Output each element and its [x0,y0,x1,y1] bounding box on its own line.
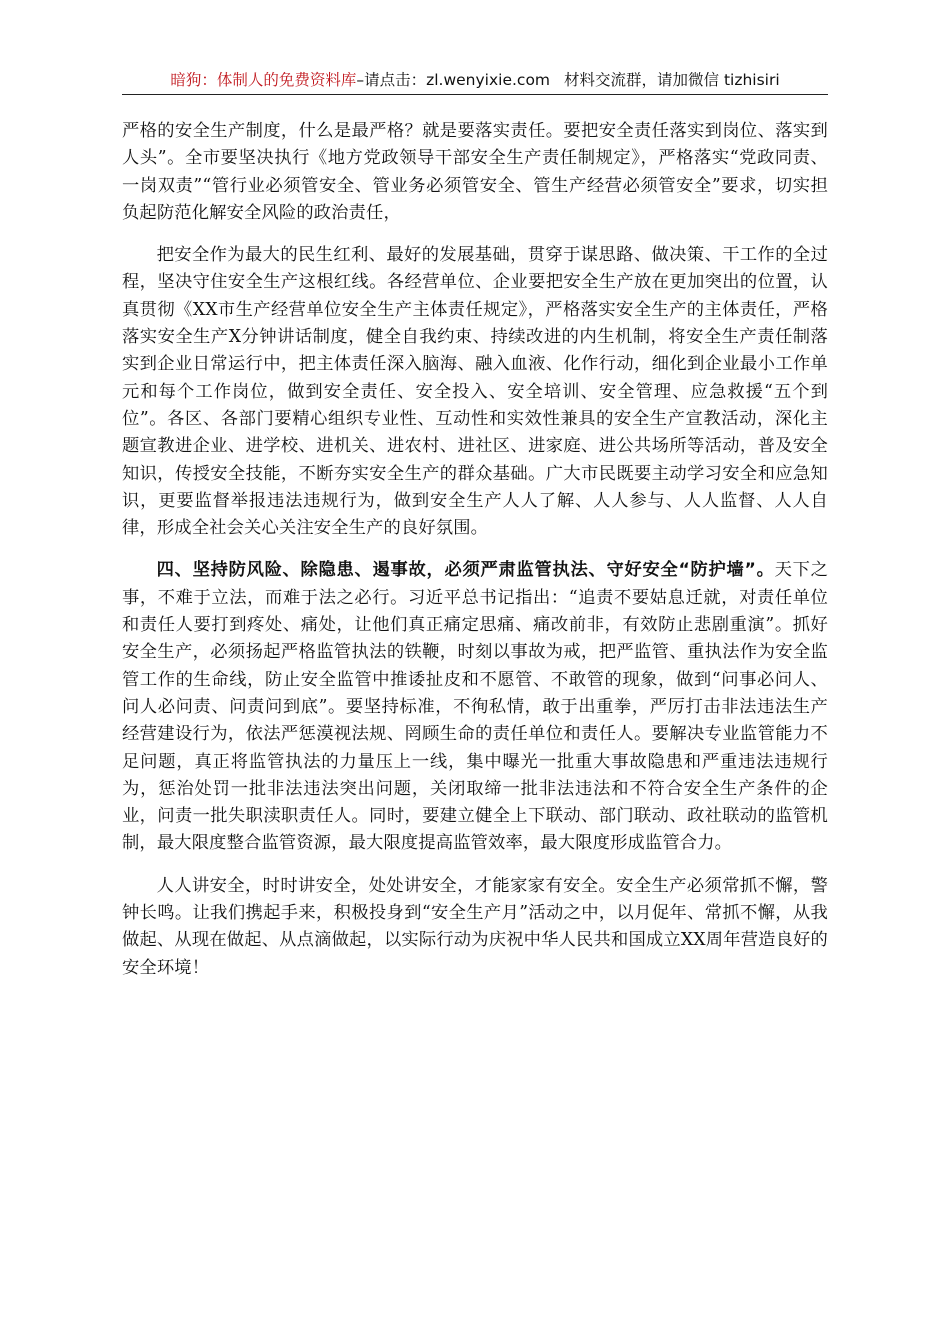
section-heading: 四、坚持防风险、除隐患、遏事故，必须严肃监管执法、守好安全“防护墙”。 [156,560,775,581]
paragraph-3-text: 天下之事，不难于立法，而难于法之必行。习近平总书记指出：“追责不要姑息迁就，对责任单位和责任人要打到疼处、痛处，让他们真正痛定思痛、痛改前非，有效防止悲剧重演”。抓好安全生产，必须扬起严格监管执法的铁鞭，时刻以事故为戒，把严监管、重执法作为安全监管工作的生命线，防止安全监管中推诿扯皮和不愿管、不敢管的现象，做到“问事必问人、问人必问责、问责问到底”。要坚持标准，不徇私情，敢于出重拳，严厉打击非法违法生产经营建设行为，依法严惩漠视法规、罔顾生命的责任单位和责任人。要解决专业监管能力不足问题，真正将监管执法的力量压上一线，集中曝光一批重大事故隐患和严重违法违规行为，惩治处罚一批非法违法突出问题，关闭取缔一批非法违法和不符合安全生产条件的企业，问责一批失职渎职责任人。同时，要建立健全上下联动、部门联动、政社联动的监管机制，最大限度整合监管资源，最大限度提高监管效率，最大限度形成监管合力。 [122,560,828,854]
paragraph-1: 严格的安全生产制度，什么是最严格？就是要落实责任。要把安全责任落实到岗位、落实到人头”。全市要坚决执行《地方党政领导干部安全生产责任制规定》，严格落实“党政同责、一岗双责”“管行业必须管安全、管业务必须管安全、管生产经营必须管安全”要求，切实担负起防范化解安全风险的政治责任， [122,121,828,223]
page-header [122,70,828,95]
site-name: 暗狗：体制人的免费资料库 [170,71,357,89]
paragraph-4: 人人讲安全，时时讲安全，处处讲安全，才能家家有安全。安全生产必须常抓不懈，警钟长鸣。让我们携起手来，积极投身到“安全生产月”活动之中，以月促年、常抓不懈，从我做起、从现在做起、从点滴做起，以实际行动为庆祝中华人民共和国成立XX周年营造良好的安全环境！ [122,875,828,978]
wechat-group-note: 材料交流群，请加微信 tizhisiri [564,71,780,89]
paragraph-3 [122,557,828,857]
link-prompt: –请点击： [356,71,427,89]
site-url-link[interactable]: zl.wenyixie.com [426,71,551,89]
document-body [122,118,828,997]
paragraph-2: 把安全作为最大的民生红利、最好的发展基础，贯穿于谋思路、做决策、干工作的全过程，坚决守住安全生产这根红线。各经营单位、企业要把安全生产放在更加突出的位置，认真贯彻《XX市生产经营单位安全生产主体责任规定》，严格落实安全生产的主体责任，严格落实安全生产X分钟讲话制度，健全自我约束、持续改进的内生机制，将安全生产责任制落实到企业日常运行中，把主体责任深入脑海、融入血液、化作行动，细化到企业最小工作单元和每个工作岗位，做到安全责任、安全投入、安全培训、安全管理、应急救援“五个到位”。各区、各部门要精心组织专业性、互动性和实效性兼具的安全生产宣教活动，深化主题宣教进企业、进学校、进机关、进农村、进社区、进家庭、进公共场所等活动，普及安全知识，传授安全技能，不断夯实安全生产的群众基础。广大市民既要主动学习安全和应急知识，更要监督举报违法违规行为，做到安全生产人人了解、人人参与、人人监督、人人自律，形成全社会关心关注安全生产的良好氛围。 [122,245,828,539]
